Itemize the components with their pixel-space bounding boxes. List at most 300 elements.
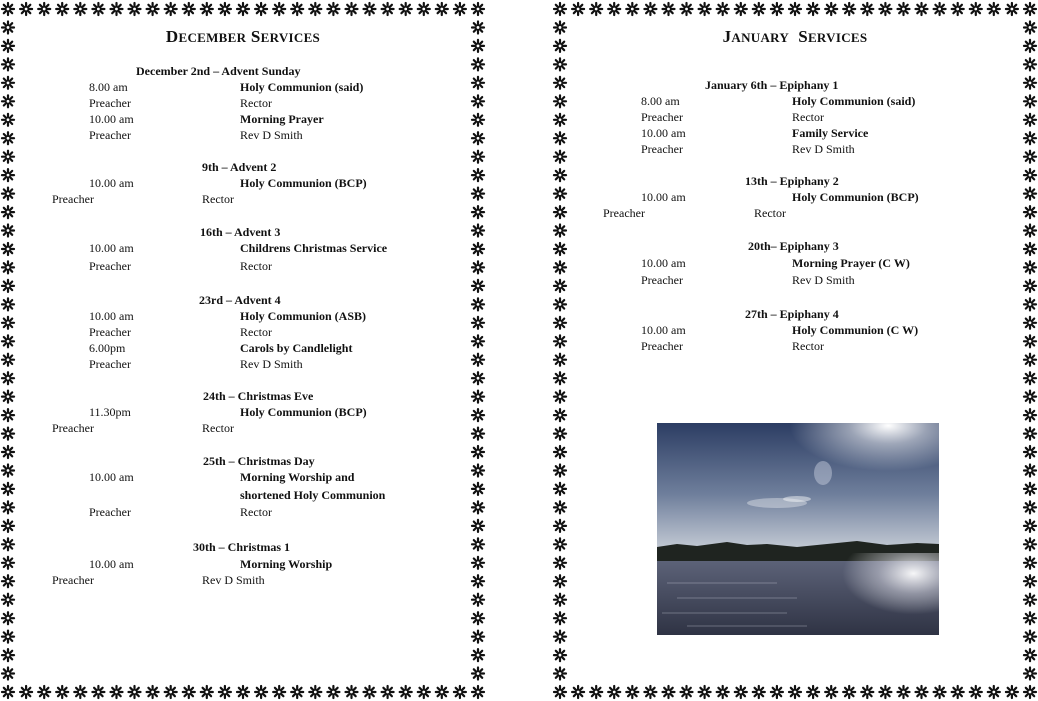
snowflake-icon bbox=[1024, 612, 1036, 624]
snowflake-icon bbox=[472, 594, 484, 606]
preacher-label: Preacher bbox=[603, 206, 645, 220]
preacher-name: Rev D Smith bbox=[792, 142, 855, 156]
preacher-label: Preacher bbox=[641, 142, 683, 156]
snowflake-icon bbox=[418, 3, 430, 15]
snowflake-icon bbox=[346, 686, 358, 698]
snowflake-icon bbox=[454, 686, 466, 698]
snowflake-icon bbox=[554, 686, 566, 698]
snowflake-icon bbox=[2, 114, 14, 126]
snowflake-icon bbox=[825, 686, 837, 698]
snowflake-icon bbox=[1024, 557, 1036, 569]
snowflake-icon bbox=[472, 132, 484, 144]
snowflake-icon bbox=[1024, 465, 1036, 477]
snowflake-icon bbox=[2, 649, 14, 661]
snowflake-icon bbox=[2, 612, 14, 624]
snowflake-icon bbox=[554, 169, 566, 181]
snowflake-icon bbox=[663, 3, 675, 15]
snowflake-icon bbox=[1024, 575, 1036, 587]
snowflake-icon bbox=[237, 3, 249, 15]
snowflake-icon bbox=[472, 58, 484, 70]
preacher-name: Rector bbox=[202, 421, 234, 435]
snowflake-icon bbox=[92, 686, 104, 698]
preacher-name: Rector bbox=[240, 505, 272, 519]
snowflake-icon bbox=[699, 686, 711, 698]
section-heading: 9th – Advent 2 bbox=[202, 160, 277, 174]
section-heading: 24th – Christmas Eve bbox=[203, 389, 314, 403]
service-time: 10.00 am bbox=[89, 112, 134, 126]
snowflake-icon bbox=[554, 317, 566, 329]
snowflake-icon bbox=[952, 686, 964, 698]
service-name: Holy Communion (BCP) bbox=[240, 405, 367, 419]
snowflake-icon bbox=[2, 409, 14, 421]
preacher-label: Preacher bbox=[89, 357, 131, 371]
snowflake-icon bbox=[2, 520, 14, 532]
snowflake-icon bbox=[554, 58, 566, 70]
snowflake-icon bbox=[554, 483, 566, 495]
snowflake-icon bbox=[56, 3, 68, 15]
service-time: 10.00 am bbox=[641, 190, 686, 204]
snowflake-icon bbox=[879, 686, 891, 698]
lake-photo bbox=[657, 423, 939, 635]
preacher-label: Preacher bbox=[52, 192, 94, 206]
snowflake-icon bbox=[1024, 428, 1036, 440]
snowflake-icon bbox=[1024, 538, 1036, 550]
snowflake-icon bbox=[472, 169, 484, 181]
snowflake-icon bbox=[472, 612, 484, 624]
december-page bbox=[0, 0, 486, 701]
snowflake-icon bbox=[472, 538, 484, 550]
snowflake-icon bbox=[1024, 335, 1036, 347]
snowflake-icon bbox=[1024, 649, 1036, 661]
snowflake-icon bbox=[472, 557, 484, 569]
snowflake-icon bbox=[1024, 372, 1036, 384]
service-time: 6.00pm bbox=[89, 341, 126, 355]
snowflake-icon bbox=[644, 3, 656, 15]
snowflake-icon bbox=[554, 77, 566, 89]
service-name: Holy Communion (said) bbox=[240, 80, 364, 94]
snowflake-icon bbox=[201, 686, 213, 698]
preacher-label: Preacher bbox=[89, 325, 131, 339]
snowflake-icon bbox=[554, 631, 566, 643]
snowflake-icon bbox=[2, 280, 14, 292]
snowflake-icon bbox=[898, 3, 910, 15]
snowflake-icon bbox=[590, 3, 602, 15]
preacher-label: Preacher bbox=[89, 259, 131, 273]
snowflake-icon bbox=[1024, 132, 1036, 144]
snowflake-icon bbox=[472, 95, 484, 107]
snowflake-icon bbox=[2, 58, 14, 70]
snowflake-icon bbox=[472, 335, 484, 347]
snowflake-icon bbox=[663, 686, 675, 698]
snowflake-icon bbox=[2, 557, 14, 569]
snowflake-icon bbox=[74, 686, 86, 698]
snowflake-icon bbox=[219, 3, 231, 15]
snowflake-icon bbox=[38, 3, 50, 15]
preacher-name: Rev D Smith bbox=[240, 357, 303, 371]
january-title: JANUARY SERVICES bbox=[722, 27, 868, 46]
snowflake-icon bbox=[1024, 261, 1036, 273]
preacher-label: Preacher bbox=[89, 505, 131, 519]
snowflake-icon bbox=[554, 372, 566, 384]
snowflake-icon bbox=[1024, 446, 1036, 458]
snowflake-icon bbox=[554, 3, 566, 15]
service-time: 10.00 am bbox=[641, 126, 686, 140]
snowflake-icon bbox=[789, 686, 801, 698]
service-name: Holy Communion (BCP) bbox=[240, 176, 367, 190]
snowflake-icon bbox=[1024, 594, 1036, 606]
lake-photo-image bbox=[657, 423, 939, 635]
snowflake-icon bbox=[789, 3, 801, 15]
snowflake-icon bbox=[1024, 280, 1036, 292]
snowflake-icon bbox=[400, 3, 412, 15]
snowflake-icon bbox=[2, 261, 14, 273]
snowflake-icon bbox=[129, 3, 141, 15]
snowflake-icon bbox=[2, 686, 14, 698]
snowflake-icon bbox=[1024, 354, 1036, 366]
preacher-name: Rev D Smith bbox=[202, 573, 265, 587]
service-name: Family Service bbox=[792, 126, 869, 140]
snowflake-icon bbox=[2, 188, 14, 200]
snowflake-icon bbox=[2, 538, 14, 550]
service-time: 8.00 am bbox=[641, 94, 680, 108]
service-time: 11.30pm bbox=[89, 405, 131, 419]
snowflake-icon bbox=[554, 538, 566, 550]
service-time: 10.00 am bbox=[641, 256, 686, 270]
snowflake-icon bbox=[1024, 188, 1036, 200]
snowflake-icon bbox=[1024, 409, 1036, 421]
snowflake-icon bbox=[273, 686, 285, 698]
snowflake-icon bbox=[2, 372, 14, 384]
snowflake-icon bbox=[2, 243, 14, 255]
snowflake-icon bbox=[1024, 206, 1036, 218]
snowflake-icon bbox=[554, 243, 566, 255]
preacher-name: Rector bbox=[202, 192, 234, 206]
snowflake-icon bbox=[554, 95, 566, 107]
snowflake-icon bbox=[1024, 520, 1036, 532]
snowflake-icon bbox=[1024, 114, 1036, 126]
snowflake-icon bbox=[2, 428, 14, 440]
snowflake-icon bbox=[554, 335, 566, 347]
snowflake-icon bbox=[2, 575, 14, 587]
snowflake-icon bbox=[2, 77, 14, 89]
snowflake-icon bbox=[472, 668, 484, 680]
snowflake-icon bbox=[1024, 169, 1036, 181]
snowflake-icon bbox=[201, 3, 213, 15]
preacher-label: Preacher bbox=[641, 110, 683, 124]
service-name: Holy Communion (ASB) bbox=[240, 309, 367, 323]
snowflake-icon bbox=[327, 686, 339, 698]
snowflake-icon bbox=[916, 686, 928, 698]
snowflake-icon bbox=[472, 409, 484, 421]
snowflake-icon bbox=[2, 335, 14, 347]
snowflake-icon bbox=[554, 391, 566, 403]
snowflake-icon bbox=[1024, 483, 1036, 495]
snowflake-icon bbox=[626, 3, 638, 15]
snowflake-icon bbox=[2, 631, 14, 643]
snowflake-icon bbox=[952, 3, 964, 15]
snowflake-icon bbox=[554, 446, 566, 458]
snowflake-icon bbox=[472, 243, 484, 255]
service-name: Holy Communion (C W) bbox=[792, 323, 919, 337]
snowflake-icon bbox=[74, 3, 86, 15]
preacher-name: Rector bbox=[792, 110, 824, 124]
snowflake-icon bbox=[472, 575, 484, 587]
snowflake-icon bbox=[861, 686, 873, 698]
snowflake-icon bbox=[255, 686, 267, 698]
snowflake-icon bbox=[717, 3, 729, 15]
snowflake-icon bbox=[472, 501, 484, 513]
snowflake-icon bbox=[1024, 298, 1036, 310]
snowflake-icon bbox=[400, 686, 412, 698]
service-name: Morning Prayer (C W) bbox=[792, 256, 910, 270]
snowflake-icon bbox=[472, 354, 484, 366]
snowflake-icon bbox=[56, 686, 68, 698]
snowflake-icon bbox=[554, 465, 566, 477]
snowflake-icon bbox=[2, 298, 14, 310]
snowflake-icon bbox=[2, 594, 14, 606]
snowflake-icon bbox=[327, 3, 339, 15]
preacher-label: Preacher bbox=[89, 96, 131, 110]
snowflake-icon bbox=[418, 686, 430, 698]
snowflake-icon bbox=[472, 686, 484, 698]
snowflake-icon bbox=[970, 686, 982, 698]
snowflake-icon bbox=[681, 3, 693, 15]
snowflake-icon bbox=[554, 557, 566, 569]
snowflake-icon bbox=[2, 317, 14, 329]
snowflake-icon bbox=[2, 465, 14, 477]
section-heading: 23rd – Advent 4 bbox=[199, 293, 281, 307]
snowflake-icon bbox=[309, 686, 321, 698]
snowflake-icon bbox=[2, 483, 14, 495]
service-time: 10.00 am bbox=[89, 470, 134, 484]
snowflake-icon bbox=[572, 3, 584, 15]
snowflake-icon bbox=[20, 686, 32, 698]
section-heading: 20th– Epiphany 3 bbox=[748, 239, 839, 253]
snowflake-icon bbox=[1024, 77, 1036, 89]
snowflake-icon bbox=[472, 280, 484, 292]
snowflake-icon bbox=[843, 686, 855, 698]
snowflake-icon bbox=[472, 649, 484, 661]
snowflake-icon bbox=[472, 446, 484, 458]
snowflake-icon bbox=[472, 520, 484, 532]
snowflake-icon bbox=[753, 3, 765, 15]
snowflake-icon bbox=[1006, 686, 1018, 698]
snowflake-icon bbox=[436, 686, 448, 698]
service-name: Morning Worship and bbox=[240, 470, 355, 484]
service-time: 10.00 am bbox=[89, 241, 134, 255]
preacher-name: Rector bbox=[240, 325, 272, 339]
service-name: Holy Communion (said) bbox=[792, 94, 916, 108]
section-heading: 27th – Epiphany 4 bbox=[745, 307, 839, 321]
december-title: DECEMBER SERVICES bbox=[165, 27, 321, 46]
snowflake-icon bbox=[472, 77, 484, 89]
snowflake-icon bbox=[753, 686, 765, 698]
snowflake-icon bbox=[1024, 243, 1036, 255]
snowflake-icon bbox=[472, 298, 484, 310]
snowflake-icon bbox=[183, 3, 195, 15]
snowflake-icon bbox=[2, 225, 14, 237]
section-heading: 13th – Epiphany 2 bbox=[745, 174, 839, 188]
snowflake-icon bbox=[291, 686, 303, 698]
snowflake-icon bbox=[554, 594, 566, 606]
snowflake-icon bbox=[364, 686, 376, 698]
snowflake-icon bbox=[554, 668, 566, 680]
snowflake-icon bbox=[2, 391, 14, 403]
snowflake-icon bbox=[1024, 225, 1036, 237]
snowflake-icon bbox=[1024, 95, 1036, 107]
snowflake-icon bbox=[472, 3, 484, 15]
preacher-name: Rector bbox=[754, 206, 786, 220]
service-name: Holy Communion (BCP) bbox=[792, 190, 919, 204]
snowflake-icon bbox=[608, 686, 620, 698]
snowflake-icon bbox=[807, 686, 819, 698]
snowflake-icon bbox=[554, 501, 566, 513]
snowflake-icon bbox=[472, 317, 484, 329]
snowflake-icon bbox=[898, 686, 910, 698]
service-name: Childrens Christmas Service bbox=[240, 241, 388, 255]
preacher-label: Preacher bbox=[52, 573, 94, 587]
snowflake-icon bbox=[273, 3, 285, 15]
snowflake-icon bbox=[183, 686, 195, 698]
section-heading: 30th – Christmas 1 bbox=[193, 540, 291, 554]
snowflake-icon bbox=[1024, 631, 1036, 643]
snowflake-icon bbox=[454, 3, 466, 15]
snowflake-icon bbox=[843, 3, 855, 15]
snowflake-icon bbox=[2, 206, 14, 218]
snowflake-icon bbox=[147, 686, 159, 698]
snowflake-icon bbox=[237, 686, 249, 698]
snowflake-icon bbox=[2, 169, 14, 181]
snowflake-icon bbox=[681, 686, 693, 698]
snowflake-icon bbox=[20, 3, 32, 15]
snowflake-icon bbox=[472, 372, 484, 384]
snowflake-icon bbox=[472, 631, 484, 643]
service-name: shortened Holy Communion bbox=[240, 488, 386, 502]
snowflake-icon bbox=[626, 686, 638, 698]
snowflake-icon bbox=[554, 132, 566, 144]
snowflake-icon bbox=[291, 3, 303, 15]
snowflake-icon bbox=[472, 261, 484, 273]
snowflake-icon bbox=[1024, 391, 1036, 403]
snowflake-icon bbox=[771, 3, 783, 15]
snowflake-icon bbox=[1024, 501, 1036, 513]
snowflake-icon bbox=[554, 409, 566, 421]
snowflake-icon bbox=[916, 3, 928, 15]
snowflake-icon bbox=[2, 132, 14, 144]
snowflake-icon bbox=[436, 3, 448, 15]
snowflake-icon bbox=[1024, 58, 1036, 70]
section-heading: January 6th – Epiphany 1 bbox=[705, 78, 839, 92]
snowflake-icon bbox=[38, 686, 50, 698]
preacher-label: Preacher bbox=[52, 421, 94, 435]
snowflake-icon bbox=[861, 3, 873, 15]
snowflake-icon bbox=[472, 114, 484, 126]
snowflake-icon bbox=[472, 391, 484, 403]
snowflake-icon bbox=[590, 686, 602, 698]
snowflake-icon bbox=[2, 354, 14, 366]
snowflake-icon bbox=[644, 686, 656, 698]
snowflake-icon bbox=[1024, 151, 1036, 163]
snowflake-icon bbox=[472, 151, 484, 163]
snowflake-icon bbox=[554, 151, 566, 163]
service-time: 8.00 am bbox=[89, 80, 128, 94]
snowflake-icon bbox=[1006, 3, 1018, 15]
snowflake-icon bbox=[129, 686, 141, 698]
snowflake-icon bbox=[554, 612, 566, 624]
preacher-label: Preacher bbox=[641, 339, 683, 353]
snowflake-icon bbox=[934, 686, 946, 698]
snowflake-icon bbox=[554, 428, 566, 440]
snowflake-icon bbox=[364, 3, 376, 15]
snowflake-icon bbox=[825, 3, 837, 15]
snowflake-icon bbox=[807, 3, 819, 15]
snowflake-icon bbox=[2, 3, 14, 15]
preacher-name: Rev D Smith bbox=[792, 273, 855, 287]
snowflake-icon bbox=[219, 686, 231, 698]
snowflake-icon bbox=[255, 3, 267, 15]
snowflake-icon bbox=[165, 686, 177, 698]
service-time: 10.00 am bbox=[641, 323, 686, 337]
january-page bbox=[552, 0, 1038, 701]
service-name: Morning Prayer bbox=[240, 112, 324, 126]
snowflake-icon bbox=[699, 3, 711, 15]
snowflake-icon bbox=[608, 3, 620, 15]
snowflake-icon bbox=[1024, 3, 1036, 15]
snowflake-icon bbox=[554, 298, 566, 310]
snowflake-icon bbox=[554, 649, 566, 661]
preacher-name: Rector bbox=[792, 339, 824, 353]
snowflake-icon bbox=[2, 151, 14, 163]
service-time: 10.00 am bbox=[89, 176, 134, 190]
section-heading: December 2nd – Advent Sunday bbox=[136, 64, 301, 78]
section-heading: 25th – Christmas Day bbox=[203, 454, 315, 468]
snowflake-icon bbox=[988, 3, 1000, 15]
snowflake-icon bbox=[717, 686, 729, 698]
snowflake-icon bbox=[111, 3, 123, 15]
preacher-label: Preacher bbox=[89, 128, 131, 142]
snowflake-icon bbox=[1024, 668, 1036, 680]
snowflake-icon bbox=[92, 3, 104, 15]
snowflake-icon bbox=[472, 465, 484, 477]
snowflake-icon bbox=[554, 261, 566, 273]
snowflake-icon bbox=[554, 354, 566, 366]
preacher-label: Preacher bbox=[641, 273, 683, 287]
snowflake-icon bbox=[988, 686, 1000, 698]
snowflake-icon bbox=[2, 668, 14, 680]
snowflake-icon bbox=[735, 686, 747, 698]
snowflake-icon bbox=[472, 428, 484, 440]
snowflake-icon bbox=[554, 114, 566, 126]
snowflake-icon bbox=[309, 3, 321, 15]
snowflake-icon bbox=[2, 446, 14, 458]
snowflake-icon bbox=[554, 575, 566, 587]
snowflake-icon bbox=[472, 483, 484, 495]
service-name: Morning Worship bbox=[240, 557, 333, 571]
snowflake-icon bbox=[111, 686, 123, 698]
preacher-name: Rev D Smith bbox=[240, 128, 303, 142]
snowflake-icon bbox=[1024, 317, 1036, 329]
snowflake-icon bbox=[472, 225, 484, 237]
snowflake-icon bbox=[382, 686, 394, 698]
snowflake-icon bbox=[771, 686, 783, 698]
snowflake-icon bbox=[472, 188, 484, 200]
snowflake-icon bbox=[2, 501, 14, 513]
snowflake-icon bbox=[147, 3, 159, 15]
snowflake-icon bbox=[970, 3, 982, 15]
snowflake-icon bbox=[554, 188, 566, 200]
preacher-name: Rector bbox=[240, 96, 272, 110]
preacher-name: Rector bbox=[240, 259, 272, 273]
